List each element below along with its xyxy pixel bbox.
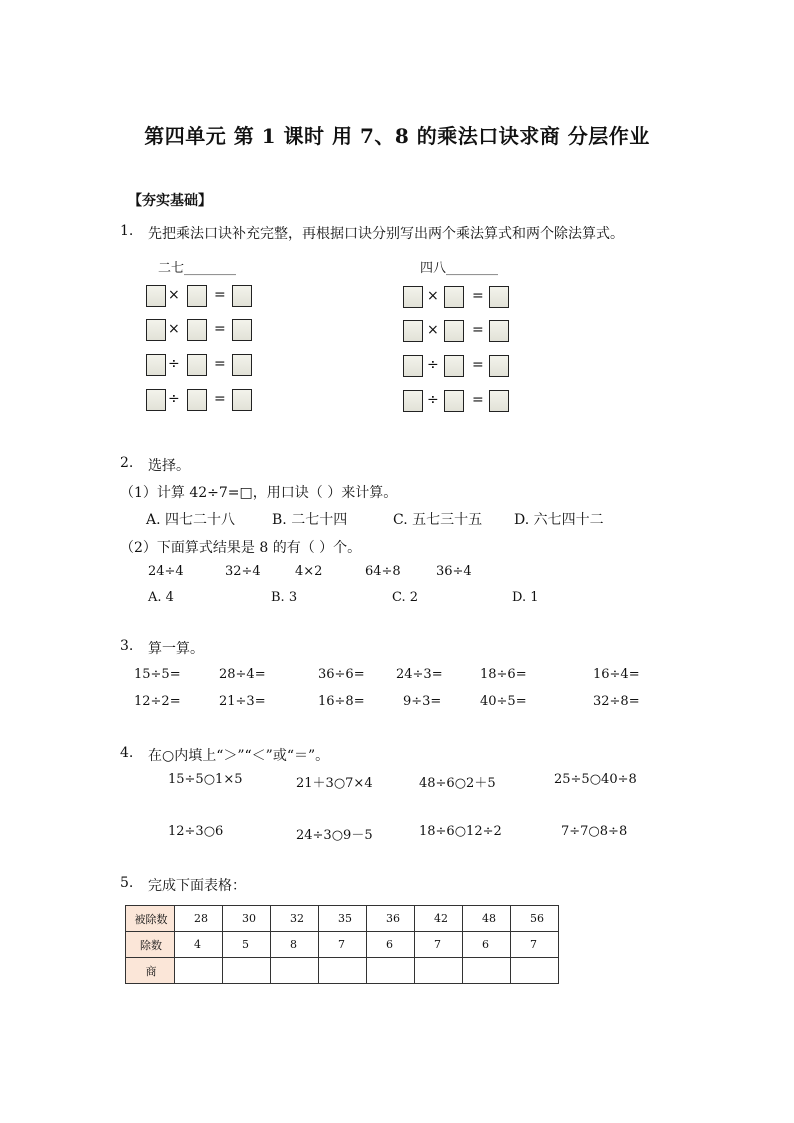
q3-expr: 40÷5= xyxy=(480,694,527,709)
answer-box[interactable] xyxy=(444,320,464,342)
q3-expr: 16÷8= xyxy=(318,694,365,709)
q2-sub2-option-b: B. 3 xyxy=(271,590,298,605)
table-cell: 7 xyxy=(511,932,559,958)
q3-expr: 24÷3= xyxy=(396,667,443,682)
answer-box[interactable] xyxy=(403,355,423,377)
q2-sub1: （1）计算 42÷7=□，用口诀（ ）来计算。 xyxy=(120,485,398,501)
table-cell: 6 xyxy=(463,932,511,958)
answer-box[interactable] xyxy=(187,354,207,376)
q4-number: 4. xyxy=(120,745,134,761)
answer-box[interactable] xyxy=(489,286,509,308)
section-label: 【夯实基础】 xyxy=(128,193,212,209)
table-cell: 48 xyxy=(463,906,511,932)
q2-sub1-option-c: C. 五七三十五 xyxy=(393,512,483,528)
q4-text: 在○内填上“＞”“＜”或“＝”。 xyxy=(148,748,330,764)
answer-cell[interactable] xyxy=(271,958,319,984)
multiply-sign: × xyxy=(427,322,439,338)
answer-box[interactable] xyxy=(146,319,166,341)
q2-expr: 64÷8 xyxy=(365,564,401,579)
q3-expr: 16÷4= xyxy=(593,667,640,682)
q3-expr: 36÷6= xyxy=(318,667,365,682)
table-cell: 5 xyxy=(223,932,271,958)
table-cell: 7 xyxy=(319,932,367,958)
answer-box[interactable] xyxy=(146,285,166,307)
equals-sign: = xyxy=(214,356,226,372)
row-header-quotient: 商 xyxy=(126,958,175,984)
answer-box[interactable] xyxy=(489,320,509,342)
equals-sign: = xyxy=(472,392,484,408)
q4-expr: 15÷5○1×5 xyxy=(168,772,243,787)
q2-expr: 4×2 xyxy=(295,564,323,579)
q4-expr: 48÷6○2＋5 xyxy=(419,776,496,791)
q3-expr: 32÷8= xyxy=(593,694,640,709)
q4-expr: 21＋3○7×4 xyxy=(296,776,373,791)
answer-cell[interactable] xyxy=(319,958,367,984)
table-cell: 8 xyxy=(271,932,319,958)
q1-left-rhyme: 二七________ xyxy=(158,261,237,276)
answer-box[interactable] xyxy=(232,354,252,376)
q3-text: 算一算。 xyxy=(148,641,204,657)
table-row xyxy=(126,906,559,932)
row-header-divisor: 除数 xyxy=(126,932,175,958)
divide-sign: ÷ xyxy=(168,356,180,372)
multiply-sign: × xyxy=(427,288,439,304)
q1-text: 先把乘法口诀补充完整，再根据口诀分别写出两个乘法算式和两个除法算式。 xyxy=(148,226,624,242)
q3-expr: 28÷4= xyxy=(219,667,266,682)
q2-text: 选择。 xyxy=(148,458,190,474)
table-cell: 30 xyxy=(223,906,271,932)
table-cell: 35 xyxy=(319,906,367,932)
answer-box[interactable] xyxy=(444,390,464,412)
answer-cell[interactable] xyxy=(223,958,271,984)
table-row xyxy=(126,958,559,984)
multiply-sign: × xyxy=(168,321,180,337)
answer-box[interactable] xyxy=(232,285,252,307)
row-header-dividend: 被除数 xyxy=(126,906,175,932)
q2-expr: 32÷4 xyxy=(225,564,261,579)
q2-sub1-option-a: A. 四七二十八 xyxy=(146,512,236,528)
answer-cell[interactable] xyxy=(175,958,223,984)
answer-box[interactable] xyxy=(403,320,423,342)
q2-number: 2. xyxy=(120,455,134,471)
q2-sub1-option-d: D. 六七四十二 xyxy=(514,512,604,528)
q2-expr: 24÷4 xyxy=(148,564,184,579)
table-cell: 42 xyxy=(415,906,463,932)
q3-number: 3. xyxy=(120,638,134,654)
q4-expr: 25÷5○40÷8 xyxy=(554,772,637,787)
q4-expr: 18÷6○12÷2 xyxy=(419,824,502,839)
q2-sub2-option-a: A. 4 xyxy=(148,590,174,605)
divide-sign: ÷ xyxy=(427,357,439,373)
q2-sub1-option-b: B. 二七十四 xyxy=(272,512,348,528)
answer-cell[interactable] xyxy=(511,958,559,984)
q5-number: 5. xyxy=(120,875,134,891)
answer-box[interactable] xyxy=(489,355,509,377)
q3-expr: 9÷3= xyxy=(403,694,442,709)
q2-sub2-option-d: D. 1 xyxy=(512,590,539,605)
answer-box[interactable] xyxy=(403,286,423,308)
q2-expr: 36÷4 xyxy=(436,564,472,579)
equals-sign: = xyxy=(214,287,226,303)
table-cell: 6 xyxy=(367,932,415,958)
divide-sign: ÷ xyxy=(427,392,439,408)
q3-expr: 15÷5= xyxy=(134,667,181,682)
q4-expr: 24÷3○9－5 xyxy=(296,828,373,843)
answer-box[interactable] xyxy=(403,390,423,412)
equals-sign: = xyxy=(214,321,226,337)
answer-box[interactable] xyxy=(187,285,207,307)
table-cell: 32 xyxy=(271,906,319,932)
answer-cell[interactable] xyxy=(415,958,463,984)
table-cell: 7 xyxy=(415,932,463,958)
answer-box[interactable] xyxy=(232,319,252,341)
answer-box[interactable] xyxy=(232,389,252,411)
answer-box[interactable] xyxy=(489,390,509,412)
answer-box[interactable] xyxy=(187,389,207,411)
table-cell: 36 xyxy=(367,906,415,932)
equals-sign: = xyxy=(214,391,226,407)
answer-cell[interactable] xyxy=(463,958,511,984)
equals-sign: = xyxy=(472,322,484,338)
divide-sign: ÷ xyxy=(168,391,180,407)
equals-sign: = xyxy=(472,357,484,373)
table-cell: 28 xyxy=(175,906,223,932)
q2-sub2: （2）下面算式结果是 8 的有（ ）个。 xyxy=(120,540,362,556)
answer-box[interactable] xyxy=(146,389,166,411)
q2-sub2-option-c: C. 2 xyxy=(392,590,419,605)
equals-sign: = xyxy=(472,288,484,304)
q1-right-rhyme: 四八________ xyxy=(420,261,499,276)
table-row xyxy=(126,932,559,958)
q5-text: 完成下面表格： xyxy=(148,878,246,894)
q4-expr: 7÷7○8÷8 xyxy=(561,824,628,839)
q4-expr: 12÷3○6 xyxy=(168,824,224,839)
answer-box[interactable] xyxy=(444,355,464,377)
q3-expr: 18÷6= xyxy=(480,667,527,682)
answer-box[interactable] xyxy=(444,286,464,308)
page-title: 第四单元 第 1 课时 用 7、8 的乘法口诀求商 分层作业 xyxy=(144,124,650,148)
table-cell: 4 xyxy=(175,932,223,958)
answer-cell[interactable] xyxy=(367,958,415,984)
q3-expr: 12÷2= xyxy=(134,694,181,709)
q3-expr: 21÷3= xyxy=(219,694,266,709)
q1-number: 1. xyxy=(120,223,134,239)
answer-box[interactable] xyxy=(187,319,207,341)
division-table xyxy=(125,905,559,984)
answer-box[interactable] xyxy=(146,354,166,376)
table-cell: 56 xyxy=(511,906,559,932)
multiply-sign: × xyxy=(168,287,180,303)
